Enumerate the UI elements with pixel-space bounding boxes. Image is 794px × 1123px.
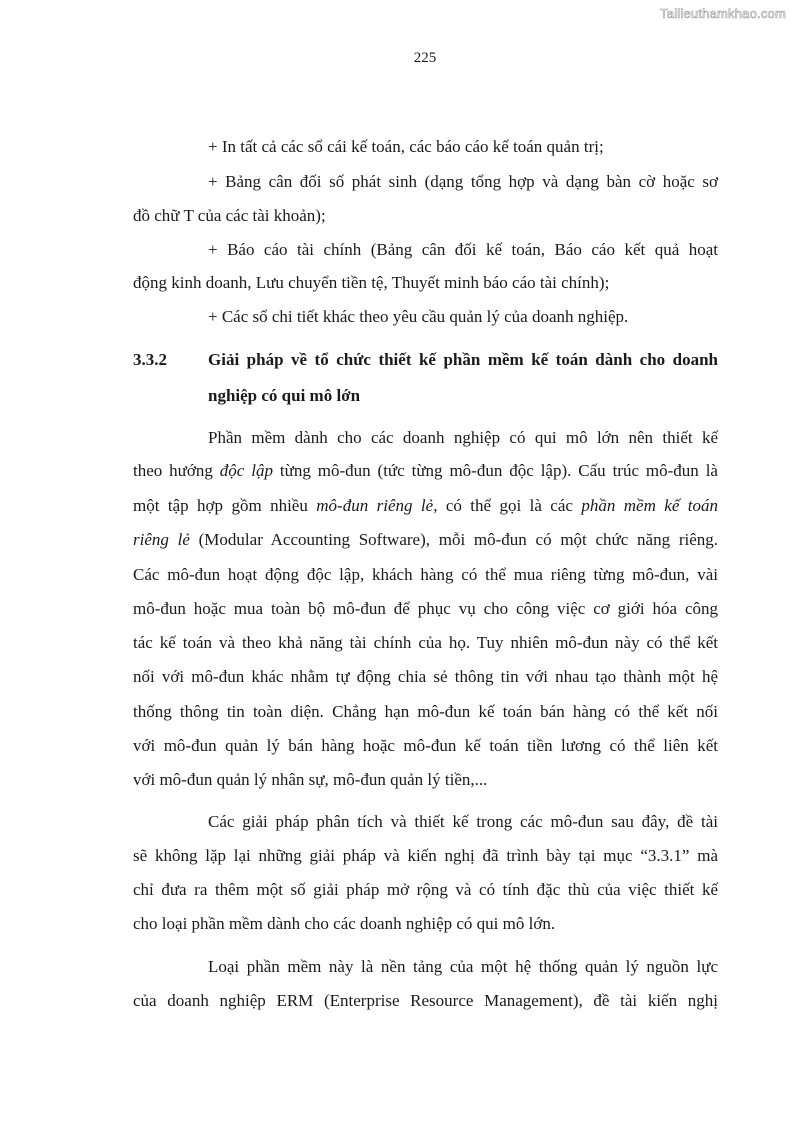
paragraph-line: Các giải pháp phân tích và thiết kế trong các mô-đun sau đây, đề tài [208, 812, 718, 831]
paragraph-line: với mô-đun quản lý bán hàng hoặc mô-đun kế toán tiền lương có thể liên kết [133, 736, 718, 755]
paragraph-line: Phần mềm dành cho các doanh nghiệp có qui mô lớn nên thiết kế [208, 428, 718, 447]
paragraph-line: chỉ đưa ra thêm một số giải pháp mở rộng và có tính đặc thù của việc thiết kế [133, 880, 718, 899]
paragraph-line: với mô-đun quản lý nhân sự, mô-đun quản lý tiền,... [133, 770, 488, 789]
paragraph-line: của doanh nghiệp ERM (Enterprise Resource Management), đề tài kiến nghị [133, 991, 718, 1010]
paragraph-line: mô-đun hoặc mua toàn bộ mô-đun để phục vụ cho công việc cơ giới hóa công [133, 599, 718, 618]
paragraph-line: theo hướng độc lập từng mô-đun (tức từng mô-đun độc lập). Cấu trúc mô-đun là [133, 461, 718, 480]
section-number: 3.3.2 [133, 350, 167, 369]
paragraph-line: thống thông tin toàn diện. Chẳng hạn mô-đun kế toán bán hàng có thể kết nối [133, 702, 718, 721]
page-number: 225 [413, 50, 437, 66]
paragraph-line: tác kế toán và theo khả năng tài chính của họ. Tuy nhiên mô-đun này có thể kết [133, 633, 718, 652]
paragraph-line: cho loại phần mềm dành cho các doanh nghiệp có qui mô lớn. [133, 914, 556, 933]
bullet-item: + In tất cả các sổ cái kế toán, các báo cáo kế toán quản trị; [208, 137, 604, 156]
bullet-item-continuation: động kinh doanh, Lưu chuyển tiền tệ, Thuyết minh báo cáo tài chính); [133, 273, 610, 292]
bullet-item-continuation: đồ chữ T của các tài khoản); [133, 206, 326, 225]
paragraph-line: sẽ không lặp lại những giải pháp và kiến nghị đã trình bày tại mục “3.3.1” mà [133, 846, 718, 865]
paragraph-line: Các mô-đun hoạt động độc lập, khách hàng có thể mua riêng từng mô-đun, vài [133, 565, 718, 584]
section-title: Giải pháp về tổ chức thiết kế phần mềm kế toán dành cho doanh [208, 350, 718, 369]
paragraph-line: Loại phần mềm này là nền tảng của một hệ thống quản lý nguồn lực [208, 957, 718, 976]
bullet-item: + Báo cáo tài chính (Bảng cân đối kế toán, Báo cáo kết quả hoạt [208, 240, 718, 259]
paragraph-line: một tập hợp gồm nhiều mô-đun riêng lẻ, có thể gọi là các phần mềm kế toán [133, 496, 719, 515]
watermark: Tailieuthamkhao.com [660, 6, 786, 21]
section-title-continuation: nghiệp có qui mô lớn [208, 386, 361, 405]
bullet-item: + Các sổ chi tiết khác theo yêu cầu quản lý của doanh nghiệp. [208, 307, 629, 326]
bullet-item: + Bảng cân đối số phát sinh (dạng tổng hợp và dạng bàn cờ hoặc sơ [208, 172, 718, 191]
paragraph-line: nối với mô-đun khác nhằm tự động chia sẻ thông tin với nhau tạo thành một hệ [133, 667, 718, 686]
paragraph-line: riêng lẻ (Modular Accounting Software), mỗi mô-đun có một chức năng riêng. [133, 530, 719, 549]
